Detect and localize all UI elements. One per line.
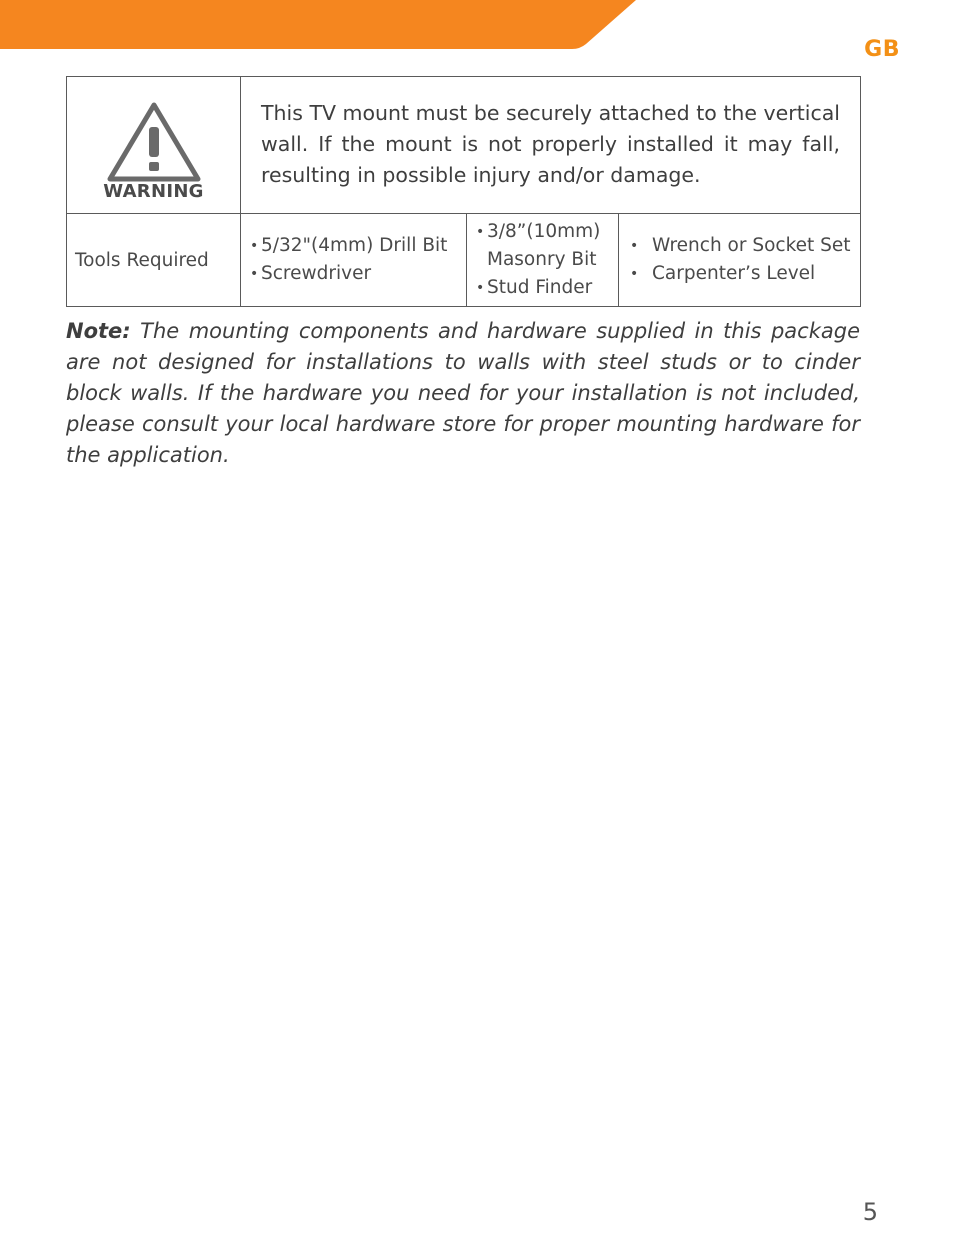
warning-tools-table xyxy=(66,76,861,307)
tool-item: • 3/8”(10mm) Masonry Bit xyxy=(476,218,617,274)
tools-column-2 xyxy=(467,214,619,307)
tools-required-label: Tools Required xyxy=(67,214,241,307)
header-banner xyxy=(0,0,640,50)
tool-item: • Carpenter’s Level xyxy=(628,260,859,288)
tool-item: • Wrench or Socket Set xyxy=(628,232,859,260)
mounting-note xyxy=(66,316,860,471)
warning-triangle-icon xyxy=(104,99,204,183)
note-lead: Note: xyxy=(66,319,131,343)
tools-row xyxy=(67,214,861,307)
tools-column-1 xyxy=(241,214,467,307)
tool-item: • Stud Finder xyxy=(476,274,617,302)
warning-text: This TV mount must be securely attached to the vertical wall. If the mount is not properly installed it may fall, resulting in possible injury and/or damage. xyxy=(241,77,861,214)
page-number: 5 xyxy=(862,1198,878,1226)
warning-label: WARNING xyxy=(103,180,204,202)
language-code: GB xyxy=(864,37,900,62)
tool-item: • 5/32"(4mm) Drill Bit xyxy=(250,232,465,260)
warning-row xyxy=(67,77,861,214)
tools-column-3 xyxy=(619,214,861,307)
warning-cell xyxy=(67,77,241,214)
note-text: The mounting components and hardware supplied in this package are not designed for installations to walls with steel studs or to cinder block walls. If the hardware you need for your installation is not included, please consult your local hardware store for proper mounting hardware for the application. xyxy=(66,319,860,467)
tool-item: • Screwdriver xyxy=(250,260,465,288)
